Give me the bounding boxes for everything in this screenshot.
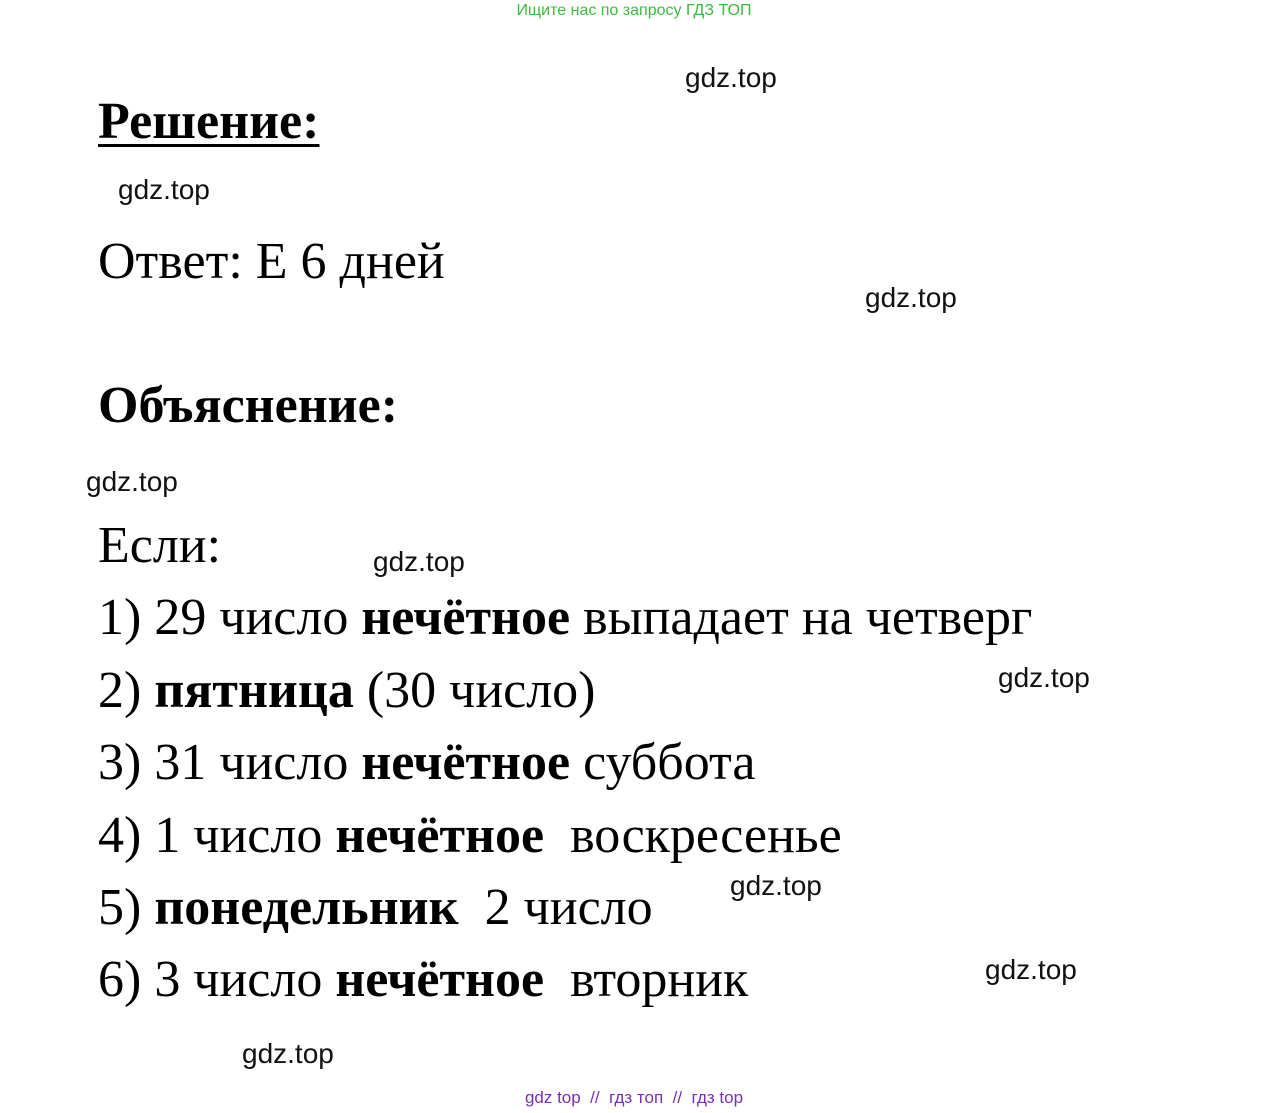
line-prefix: 6) 3 число: [98, 951, 336, 1008]
line-prefix: 1) 29 число: [98, 589, 362, 646]
watermark: gdz.top: [373, 546, 465, 577]
line-suffix: (30 число): [353, 662, 596, 719]
line-suffix: вторник: [544, 951, 749, 1008]
line-prefix: 2): [98, 662, 155, 719]
explanation-line-4: [98, 807, 842, 864]
line-suffix: 2 число: [458, 879, 653, 936]
explanation-line-5: [98, 879, 653, 936]
watermark: gdz.top: [985, 954, 1077, 985]
explanation-line-1: [98, 589, 1033, 646]
line-suffix: суббота: [570, 734, 756, 791]
explanation-line-2: [98, 662, 596, 719]
watermark: gdz.top: [998, 662, 1090, 693]
answer-line: Ответ: Е 6 дней: [98, 233, 445, 290]
line-bold: понедельник: [154, 879, 459, 936]
watermark: gdz.top: [86, 466, 178, 497]
if-label: Если:: [98, 517, 222, 574]
explanation-line-3: [98, 734, 756, 791]
line-bold: нечётное: [361, 589, 571, 646]
footer-links: gdz top // гдз топ // гдз top: [524, 1088, 744, 1107]
line-prefix: 3) 31 число: [98, 734, 362, 791]
line-bold: нечётное: [335, 951, 545, 1008]
line-suffix: воскресенье: [544, 807, 842, 864]
explanation-heading: Объяснение:: [98, 377, 399, 434]
line-bold: пятница: [154, 662, 354, 719]
top-banner: Ищите нас по запросу ГДЗ ТОП: [516, 2, 752, 19]
watermark: gdz.top: [730, 870, 822, 901]
line-suffix: выпадает на четверг: [570, 589, 1033, 646]
line-prefix: 5): [98, 879, 155, 936]
explanation-line-6: [98, 951, 749, 1008]
watermark: gdz.top: [865, 282, 957, 313]
watermark: gdz.top: [685, 62, 777, 93]
line-bold: нечётное: [335, 807, 545, 864]
watermark: gdz.top: [242, 1038, 334, 1069]
solution-heading: Решение:: [98, 93, 320, 150]
line-prefix: 4) 1 число: [98, 807, 336, 864]
line-bold: нечётное: [361, 734, 571, 791]
watermark: gdz.top: [118, 174, 210, 205]
